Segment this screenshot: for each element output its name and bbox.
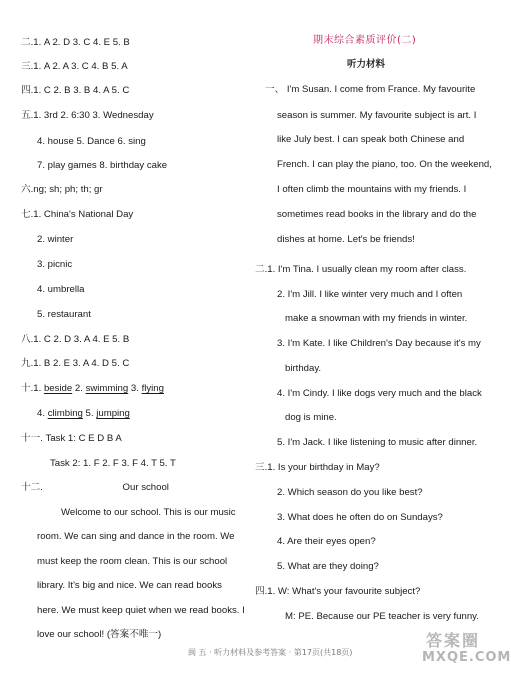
section-3-answers: 三.1. A 2. A 3. C 4. B 5. A: [21, 61, 128, 72]
answer-swimming: swimming: [85, 383, 129, 394]
script-1-line-5: I often climb the mountains with my friends. I: [277, 184, 467, 195]
section-7-item-3: 3. picnic: [37, 259, 73, 270]
essay-title: Our school: [122, 482, 169, 493]
essay-line-1: Welcome to our school. This is our music: [61, 507, 236, 518]
watermark-text-bottom: MXQE.COM: [422, 650, 511, 665]
script-3-item-4: 4. Are their eyes open?: [277, 536, 376, 547]
script-2-item-2: 2. I'm Jill. I like winter very much and I often: [277, 289, 463, 300]
essay-line-2: room. We can sing and dance in the room. We: [37, 531, 235, 542]
section-5-answers-cont2: 7. play games 8. birthday cake: [37, 160, 168, 171]
section-2-answers: 二.1. A 2. D 3. C 4. E 5. B: [21, 37, 130, 48]
script-1-line-3: like July best. I can speak both Chinese and: [277, 134, 465, 145]
answer-climbing: climbing: [47, 408, 83, 419]
answer-flying: flying: [141, 383, 164, 394]
answer-jumping: jumping: [96, 408, 130, 419]
script-2-item-2-cont: make a snowman with my friends in winter.: [285, 313, 468, 324]
essay-line-6: love our school! (答案不唯一): [37, 629, 162, 640]
section-6-answers: 六.ng; sh; ph; th; gr: [21, 184, 103, 195]
script-2-item-3-cont: birthday.: [285, 363, 322, 374]
item-num-3: 3.: [128, 383, 139, 394]
script-1-line-7: dishes at home. Let's be friends!: [277, 234, 415, 245]
section-8-answers: 八.1. C 2. D 3. A 4. E 5. B: [21, 334, 130, 345]
essay-line-4: library. It's big and nice. We can read books: [37, 580, 222, 591]
script-2-item-5: 5. I'm Jack. I like listening to music after dinner.: [277, 437, 478, 448]
watermark-logo: [420, 628, 511, 672]
section-7-answers: 七.1. China's National Day: [21, 209, 134, 220]
script-1-line-2: season is summer. My favourite subject is art. I: [277, 110, 477, 121]
script-2-item-3: 3. I'm Kate. I like Children's Day because it's my: [277, 338, 481, 349]
section-11-task2: Task 2: 1. F 2. F 3. F 4. T 5. T: [50, 458, 176, 469]
section-7-item-5: 5. restaurant: [37, 309, 91, 320]
script-1-line-6: sometimes read books in the library and do the: [277, 209, 477, 220]
script-2-item-1: 二.1. I'm Tina. I usually clean my room after class.: [255, 264, 467, 275]
essay-line-3: must keep the room clean. This is our school: [37, 556, 228, 567]
section-11-task1: 十一. Task 1: C E D B A: [21, 433, 122, 444]
script-4-item-1-w: 四.1. W: What's your favourite subject?: [255, 586, 421, 597]
item-num-5: 5.: [82, 408, 94, 419]
section-10-answers: [21, 383, 164, 395]
watermark-text-top: 答案圈: [426, 631, 481, 650]
section-12-prefix: 十二.: [21, 482, 43, 493]
script-1-line-1: 一、 I'm Susan. I come from France. My favourite: [265, 84, 476, 95]
answer-beside: beside: [43, 383, 73, 394]
section-7-item-2: 2. winter: [37, 234, 74, 245]
script-2-item-4-cont: dog is mine.: [285, 412, 337, 423]
script-3-item-3: 3. What does he often do on Sundays?: [277, 512, 443, 523]
script-3-item-5: 5. What are they doing?: [277, 561, 379, 572]
script-3-item-1: 三.1. Is your birthday in May?: [255, 462, 380, 473]
script-2-item-4: 4. I'm Cindy. I like dogs very much and the black: [277, 388, 482, 399]
section-10-answers-cont: [37, 408, 130, 420]
script-3-item-2: 2. Which season do you like best?: [277, 487, 423, 498]
section-subtitle: 听力材料: [347, 59, 386, 70]
section-9-answers: 九.1. B 2. E 3. A 4. D 5. C: [21, 358, 130, 369]
section-7-item-4: 4. umbrella: [37, 284, 85, 295]
script-4-item-1-m: M: PE. Because our PE teacher is very funny.: [285, 611, 479, 622]
script-1-line-4: French. I can play the piano, too. On the weekend,: [277, 159, 492, 170]
section-10-prefix: 十.1.: [21, 383, 42, 394]
page-footer: 闽 五 · 听力材料及参考答案 · 第17页(共18页): [188, 648, 353, 657]
section-5-answers: 五.1. 3rd 2. 6:30 3. Wednesday: [21, 110, 154, 121]
item-num-4: 4.: [37, 408, 46, 419]
section-4-answers: 四.1. C 2. B 3. B 4. A 5. C: [21, 85, 130, 96]
section-5-answers-cont: 4. house 5. Dance 6. sing: [37, 136, 146, 147]
section-12-heading: [21, 482, 169, 494]
item-num-2: 2.: [72, 383, 83, 394]
essay-line-5: here. We must keep quiet when we read books. I: [37, 605, 245, 616]
page-title: 期末综合素质评价(二): [313, 35, 417, 46]
